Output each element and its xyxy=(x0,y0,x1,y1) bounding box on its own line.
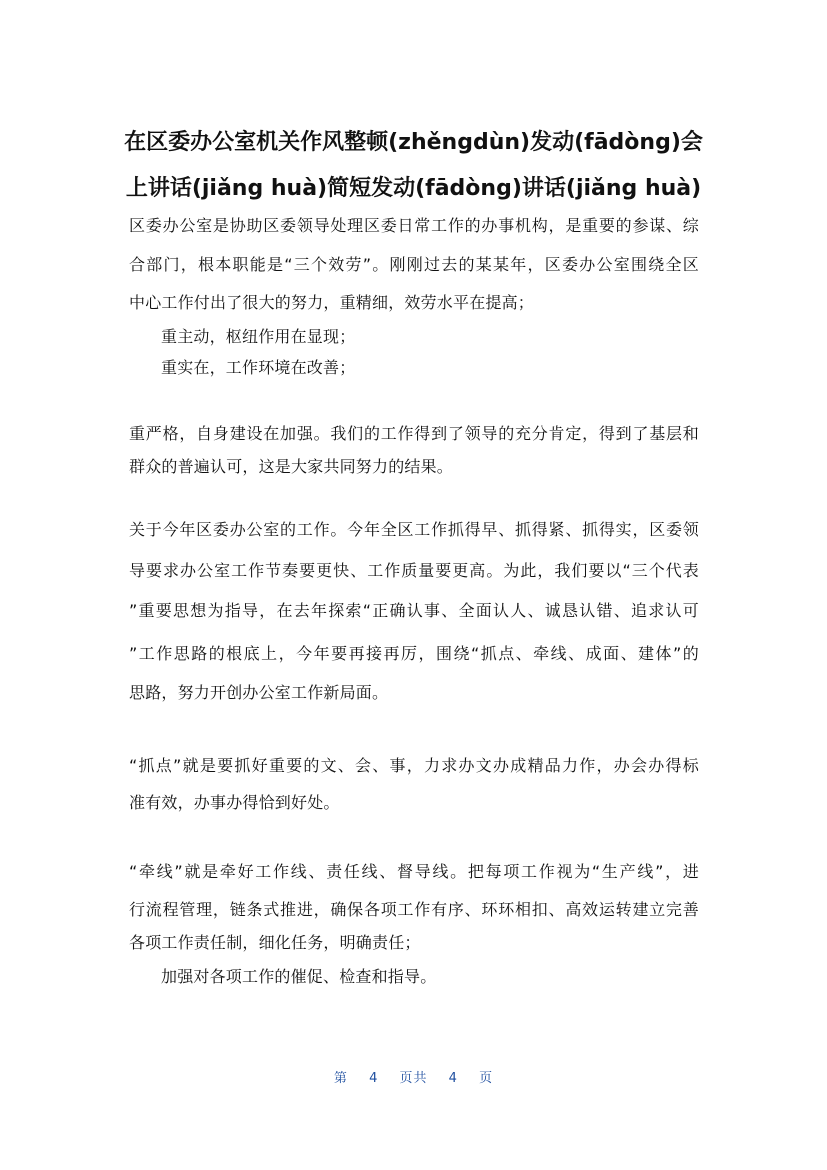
body-line: ”重要思想为指导，在去年探索“正确认事、全面认人、诚恳认错、追求认可 xyxy=(129,601,699,620)
body-line: 加强对各项工作的催促、检查和指导。 xyxy=(161,967,437,986)
body-line: 准有效，办事办得恰到好处。 xyxy=(129,793,340,812)
footer-total-pages: 4 xyxy=(448,1071,458,1086)
body-line: 区委办公室是协助区委领导处理区委日常工作的办事机构，是重要的参谋、综 xyxy=(129,216,699,235)
page-footer xyxy=(0,1067,827,1086)
body-line: “抓点”就是要抓好重要的文、会、事，力求办文办成精品力作，办会办得标 xyxy=(129,756,699,775)
footer-prefix: 第 xyxy=(333,1071,348,1086)
footer-middle: 页共 xyxy=(399,1071,428,1086)
body-line: 行流程管理，链条式推进，确保各项工作有序、环环相扣、高效运转建立完善 xyxy=(129,900,699,919)
body-line: 中心工作付出了很大的努力，重精细，效劳水平在提高； xyxy=(129,293,535,312)
body-line: 合部门，根本职能是“三个效劳”。刚刚过去的某某年，区委办公室围绕全区 xyxy=(129,255,699,274)
body-line: 导要求办公室工作节奏要更快、工作质量要更高。为此，我们要以“三个代表 xyxy=(129,561,699,580)
body-line: 群众的普遍认可，这是大家共同努力的结果。 xyxy=(129,457,454,476)
body-line: 各项工作责任制，细化任务，明确责任； xyxy=(129,933,421,952)
body-line: ”工作思路的根底上，今年要再接再厉，围绕“抓点、牵线、成面、建体”的 xyxy=(129,644,699,663)
body-line: “牵线”就是牵好工作线、责任线、督导线。把每项工作视为“生产线”，进 xyxy=(129,862,699,881)
footer-suffix: 页 xyxy=(479,1071,494,1086)
body-line: 思路，努力开创办公室工作新局面。 xyxy=(129,683,389,702)
document-title-line1: 在区委办公室机关作风整顿(zhěngdùn)发动(fādòng)会 xyxy=(124,130,703,155)
body-line: 重实在，工作环境在改善； xyxy=(161,358,356,377)
body-line: 关于今年区委办公室的工作。今年全区工作抓得早、抓得紧、抓得实，区委领 xyxy=(129,520,699,539)
document-title-line2: 上讲话(jiǎng huà)简短发动(fādòng)讲话(jiǎng huà) xyxy=(125,176,702,201)
body-line: 重主动，枢纽作用在显现； xyxy=(161,327,356,346)
body-line: 重严格，自身建设在加强。我们的工作得到了领导的充分肯定，得到了基层和 xyxy=(129,424,699,443)
footer-current-page: 4 xyxy=(369,1071,379,1086)
